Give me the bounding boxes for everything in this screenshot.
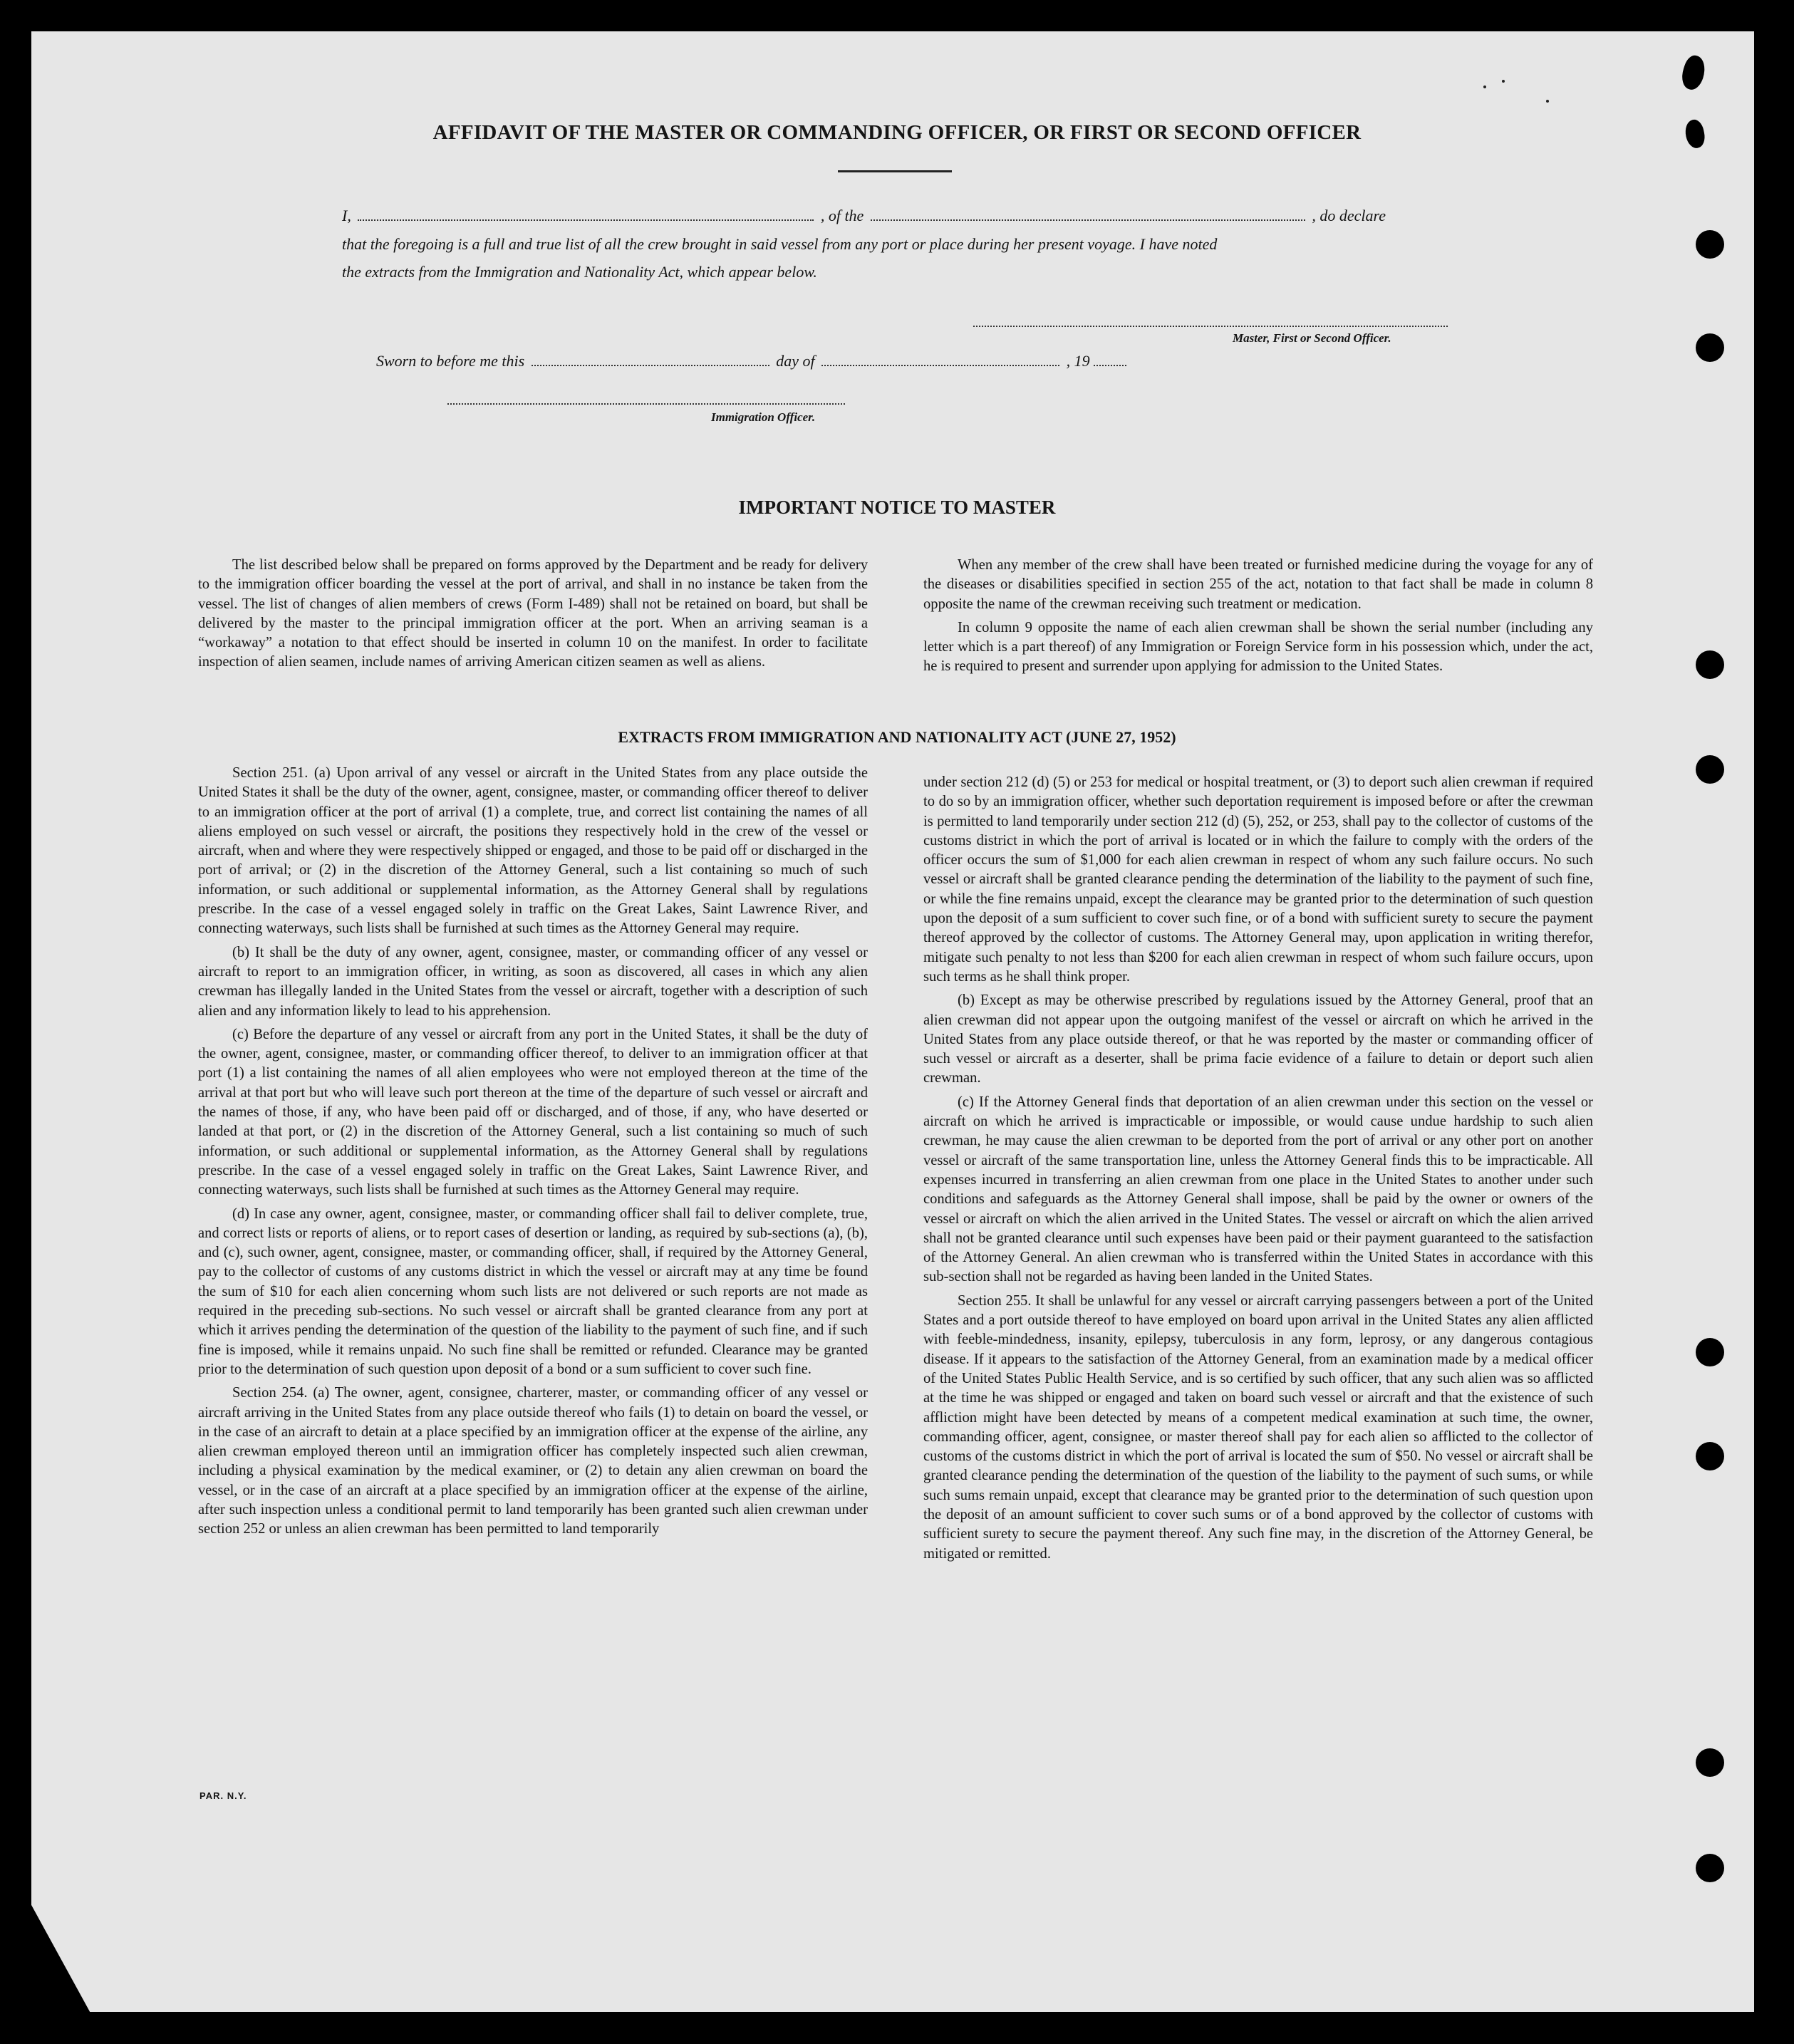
notice-left-column <box>198 556 868 677</box>
i-label: I, <box>342 207 351 224</box>
section-251-a: Section 251. (a) Upon arrival of any vessel or aircraft in the United States from any place outside the United States it shall be the duty of the owner, agent, consignee, master, or commanding officer thereof to deliver to an immigration officer at the port of arrival (1) a complete, true, and correct list containing the names of all aliens employed on such vessel or aircraft, the positions they respectively hold in the crew of the vessel or aircraft, when and where they were respectively shipped or engaged, and those to be paid off or discharged in the port of arrival; or (2) in the discretion of the Attorney General, such a list containing so much of such information, or such additional or supplemental information, as the Attorney General shall by regulations prescribe. In the case of a vessel engaged solely in traffic on the Great Lakes, Saint Lawrence River, and connecting waterways, such lists shall be furnished at such times as the Attorney General may require. <box>198 765 868 937</box>
punch-hole <box>1696 333 1724 362</box>
section-255: Section 255. It shall be unlawful for any vessel or aircraft carrying passengers between a port of the United States and a port outside thereof to have employed on board upon arrival in the United States any alien afflicted with feeble-mindedness, insanity, epilepsy, tuberculosis in any form, leprosy, or any dangerous contagious disease. If it appears to the satisfaction of the Attorney General, from an examination made by a medical officer of the United States Public Health Service, and is so certified by such officer, that any such alien was so afflicted at the time he was shipped or engaged and taken on board such vessel or aircraft and that the existence of such affliction might have been detected by means of a competent medical examination at such time, the owner, commanding officer, agent, consignee, or master thereof shall pay for each alien so afflicted to the collector of customs of the customs district in which the port of arrival is located the sum of $50. No vessel or aircraft shall be granted clearance pending the determination of the question of the liability to the payment of such sums, or while such sums remain unpaid, except that clearance may be granted prior to the determination of such question upon the deposit of an amount sufficient to cover such sums or of a bond approved by the collector of customs with sufficient surety to secure the payment thereof. Any such fine may, in the discretion of the Attorney General, be mitigated or remitted. <box>923 1292 1593 1562</box>
punch-hole <box>1696 1338 1724 1366</box>
vessel-name-field[interactable] <box>871 207 1305 221</box>
sworn-line <box>376 352 1488 370</box>
declaration-line-2: that the foregoing is a full and true list of all the crew brought in said vessel from any port or place during her present voyage. I have noted <box>342 235 1218 253</box>
sworn-year-field[interactable] <box>1094 352 1126 366</box>
year-label: , 19 <box>1066 352 1090 370</box>
ink-speck <box>1483 85 1486 88</box>
punch-hole <box>1696 1748 1724 1777</box>
printer-mark: PAR. N.Y. <box>199 1790 247 1801</box>
punch-hole <box>1696 230 1724 259</box>
sworn-month-field[interactable] <box>821 352 1059 366</box>
section-251-c: (c) Before the departure of any vessel or aircraft from any port in the United States, it shall be the duty of the owner, agent, consignee, master, or commanding officer thereof, to deliver to an immigration officer at that port (1) a list containing the names of all alien employees who were not employed thereon at the time of the arrival at that port but who will leave such port thereon at the time of the departure of such vessel or aircraft and the names of those, if any, who have been paid off or discharged, and of those, if any, who have deserted or landed at that port, or (2) in the discretion of the Attorney General, such a list containing so much of such information, or such additional or supplemental information, as the Attorney General shall by regulations prescribe. In the case of a vessel engaged solely in traffic on the Great Lakes, Saint Lawrence River, and connecting waterways, such lists shall be furnished at such times as the Attorney General may require. <box>198 1026 868 1198</box>
section-254-a-continued: under section 212 (d) (5) or 253 for medical or hospital treatment, or (3) to deport such alien crewman if required to do so by an immigration officer, whether such deportation requirement is imposed before or after the crewman is permitted to land temporarily under section 212 (d) (5), 252, or 253, shall pay to the collector of customs of the customs district in which the port of arrival is located or in which the failure to comply with the orders of the officer occurs the sum of $1,000 for each alien crewman in respect of whom any such failure occurs. No such vessel or aircraft shall be granted clearance pending the determination of the liability to the payment of such fine, or while the fine remains unpaid, except the clearance may be granted prior to the determination of such question upon the deposit of a sum sufficient to cover such fine, or of a bond with sufficient surety to secure the payment thereof approved by the collector of customs. The Attorney General may, upon application in writing therefor, mitigate such penalty to not less than $200 for each alien crewman in respect of whom such failure occurs, upon such terms as he shall think proper. <box>923 774 1593 985</box>
section-251-b: (b) It shall be the duty of any owner, agent, consignee, master, or commanding officer of any vessel or aircraft to report to an immigration officer, in writing, as soon as discovered, all cases in which any alien crewman has illegally landed in the United States from the vessel or aircraft, together with a description of such alien and any information likely to lead to his apprehension. <box>198 944 868 1019</box>
section-251-d: (d) In case any owner, agent, consignee, master, or commanding officer shall fail to deliver complete, true, and correct lists or reports of aliens, or to report cases of desertion or landing, as required by sub-sections (a), (b), and (c), such owner, agent, consignee, master, or commanding officer, shall, if required by the Attorney General, pay to the collector of customs of any customs district in which the vessel or aircraft may at any time be found the sum of $10 for each alien concerning whom such lists are not delivered or such reports are not made as required in the preceding sub-sections. No such vessel or aircraft shall be granted clearance from any port at which it arrives pending the determination of the question of the liability to the payment of such fine, and if such fine is imposed, while it remains unpaid. No such fine shall be remitted or refunded. Clearance may be granted prior to the determination of such question upon deposit of a bond or a sum sufficient to cover such fine. <box>198 1205 868 1377</box>
immigration-officer-label: Immigration Officer. <box>711 410 816 424</box>
do-declare-label: , do declare <box>1312 207 1386 224</box>
notice-right-paragraph: In column 9 opposite the name of each alien crewman shall be shown the serial number (including any letter which is a part thereof) of any Immigration or Foreign Service form in his possession which, under the act, he is required to present and surrender upon applying for admission to the United States. <box>923 619 1593 675</box>
ink-speck <box>1502 80 1505 83</box>
title-rule <box>838 170 952 172</box>
affidavit-title: AFFIDAVIT OF THE MASTER OR COMMANDING OFFICER, OR FIRST OR SECOND OFFICER <box>432 121 1362 144</box>
day-of-label: day of <box>776 352 815 370</box>
ink-speck <box>1546 100 1549 103</box>
section-254-a: Section 254. (a) The owner, agent, consignee, charterer, master, or commanding officer of any vessel or aircraft arriving in the United States from any place outside thereof who fails (1) to detain on board the vessel, or in the case of an aircraft to detain at a place specified by an immigration officer at the expense of the airline, any alien crewman employed thereon until an immigration officer has completely inspected such alien crewman, including a physical examination by the medical examiner, or (2) to detain any alien crewman on board the vessel, or in the case of an aircraft at a place specified by an immigration officer at the expense of the airline, after such inspection unless a conditional permit to land temporarily has been granted such alien crewman under section 252 or unless an alien crewman has been permitted to land temporarily <box>198 1385 868 1537</box>
punch-hole <box>1696 1854 1724 1882</box>
section-254-b: (b) Except as may be otherwise prescribed by regulations issued by the Attorney General, proof that an alien crewman did not appear upon the outgoing manifest of the vessel or aircraft on which he arrived in the United States from any place outside thereof, or that he was reported by the master or commanding officer of such vessel or aircraft as a deserter, shall be prima facie evidence of a failure to detain or deport such alien crewman. <box>923 992 1593 1086</box>
declaration-line-3: the extracts from the Immigration and Nationality Act, which appear below. <box>342 263 817 281</box>
sworn-day-field[interactable] <box>532 352 769 366</box>
extracts-right-column <box>923 773 1593 1568</box>
declarant-name-field[interactable] <box>358 207 814 221</box>
notice-heading: IMPORTANT NOTICE TO MASTER <box>738 497 1056 518</box>
punch-hole <box>1696 650 1724 679</box>
of-the-label: , of the <box>820 207 864 224</box>
master-signature-label: Master, First or Second Officer. <box>1233 331 1391 345</box>
master-signature-line[interactable] <box>973 326 1448 327</box>
extracts-heading: EXTRACTS FROM IMMIGRATION AND NATIONALITY ACT (JUNE 27, 1952) <box>618 728 1176 746</box>
extracts-left-column <box>198 764 868 1544</box>
sworn-label: Sworn to before me this <box>376 352 525 370</box>
punch-hole <box>1696 1442 1724 1470</box>
notice-left-paragraph: The list described below shall be prepared on forms approved by the Department and be ready for delivery to the immigration officer boarding the vessel at the port of arrival, and shall in no instance be taken from the vessel. The list of changes of alien members of crews (Form I-489) shall not be retained on board, but shall be delivered by the master to the principal immigration officer at the port. When an arriving seaman is a “workaway” a notation to that effect should be inserted in column 10 on the manifest. In order to facilitate inspection of alien seamen, include names of arriving American citizen seamen as well as aliens. <box>198 557 868 670</box>
notice-right-column <box>923 556 1593 681</box>
declaration-line-1 <box>342 207 1453 225</box>
punch-hole <box>1696 755 1724 784</box>
immigration-officer-signature-line[interactable] <box>447 403 845 405</box>
section-254-c: (c) If the Attorney General finds that deportation of an alien crewman under this section on the vessel or aircraft on which he arrived is impracticable or impossible, or would cause undue hardship to such alien crewman, he may cause the alien crewman to be deported from the port of arrival or any other port on another vessel or aircraft of the same transportation line, unless the Attorney General finds this to be impracticable. All expenses incurred in transferring an alien crewman from one place in the United States to another under such conditions and safeguards as the Attorney General shall impose, shall be paid by the owner or owners of the vessel or aircraft on which the alien arrived in the United States. The vessel or aircraft on which the alien arrived shall not be granted clearance until such expenses have been paid or their payment guaranteed to the satisfaction of the Attorney General. An alien crewman who is transferred within the United States in accordance with this sub-section shall not be regarded as having been landed in the United States. <box>923 1094 1593 1285</box>
notice-right-paragraph: When any member of the crew shall have been treated or furnished medicine during the voyage for any of the diseases or disabilities specified in section 255 of the act, notation to that fact shall be made in column 8 opposite the name of the crewman receiving such treatment or medication. <box>923 557 1593 612</box>
